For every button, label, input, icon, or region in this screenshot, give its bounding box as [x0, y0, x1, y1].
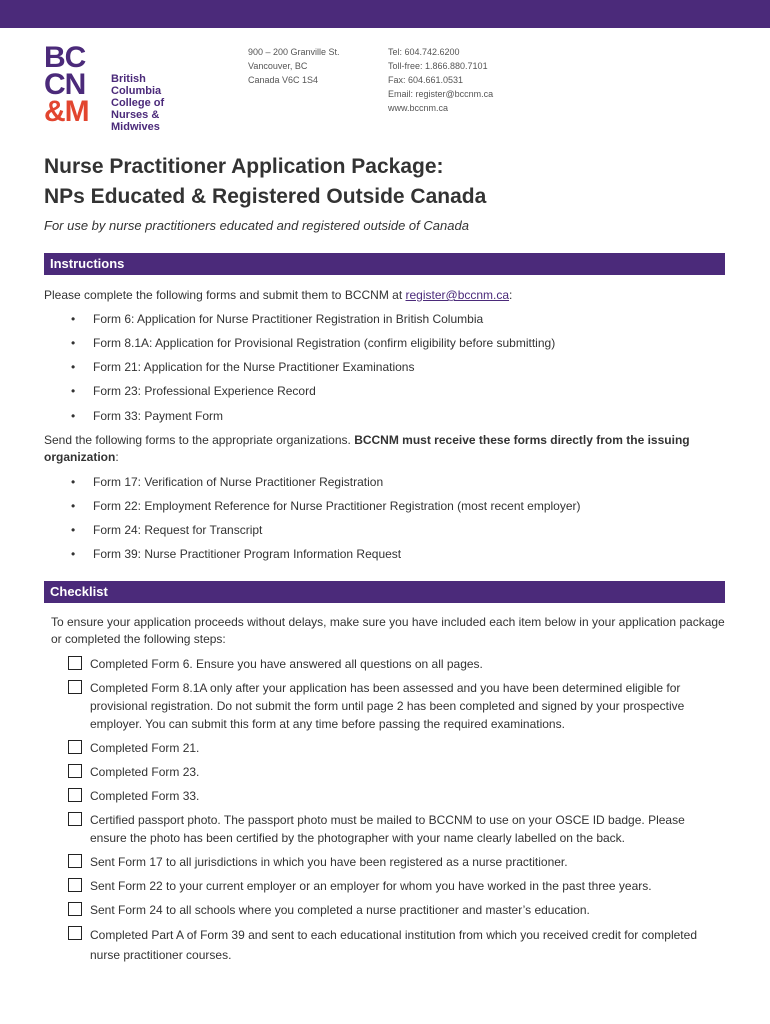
checklist-item: Completed Form 23.	[68, 763, 718, 781]
checkbox[interactable]	[68, 902, 82, 916]
website-link[interactable]: www.bccnm.ca	[388, 103, 449, 113]
contact-info: Tel: 604.742.6200 Toll-free: 1.866.880.7101 Fax: 604.661.0531 Email: register@bccnm.ca www.bccnm.ca	[388, 47, 494, 113]
checklist-item: Sent Form 22 to your current employer or an employer for whom you have worked in the past three years.	[68, 877, 718, 895]
logo-mark: BC CN &M	[44, 41, 89, 128]
list-item: • Form 21: Application for the Nurse Practitioner Examinations	[71, 360, 415, 374]
checklist-intro: To ensure your application proceeds without delays, make sure you have included each item below in your application package or completed the following steps:	[51, 615, 725, 646]
bccnm-logo	[44, 41, 174, 134]
register-email-link[interactable]: register@bccnm.ca	[405, 288, 510, 302]
checkbox[interactable]	[68, 812, 82, 826]
mailing-address: 900 – 200 Granville St. Vancouver, BC Canada V6C 1S4	[248, 47, 340, 85]
checkbox[interactable]	[68, 878, 82, 892]
list-item: • Form 33: Payment Form	[71, 409, 224, 423]
checkbox[interactable]	[68, 740, 82, 754]
list-item: • Form 8.1A: Application for Provisional Registration (confirm eligibility before submitting)	[71, 336, 556, 350]
email-link[interactable]: Email: register@bccnm.ca	[388, 89, 494, 99]
checklist-item: Completed Form 21.	[68, 739, 718, 757]
document-subtitle: For use by nurse practitioners educated and registered outside of Canada	[44, 218, 469, 233]
instructions-intro: Please complete the following forms and submit them to BCCNM at register@bccnm.ca:	[44, 288, 513, 302]
checklist-item: Completed Part A of Form 39 and sent to each educational institution from which you received credit for completed nurse practitioner courses.	[68, 925, 718, 965]
checklist-item: Certified passport photo. The passport photo must be mailed to BCCNM to use on your OSCE ID badge. Please ensure the photo has been certified by the photographer with your name clearly labelled on the back.	[68, 811, 718, 847]
checkbox[interactable]	[68, 788, 82, 802]
instructions-heading: Instructions	[44, 253, 725, 275]
logo-wordmark: British Columbia College of Nurses & Midwives	[111, 73, 165, 133]
checkbox[interactable]	[68, 764, 82, 778]
checkbox[interactable]	[68, 854, 82, 868]
checklist-item: Completed Form 33.	[68, 787, 718, 805]
checkbox[interactable]	[68, 926, 82, 940]
document-title: Nurse Practitioner Application Package: NPs Educated & Registered Outside Canada	[44, 155, 487, 208]
checklist-item: Sent Form 24 to all schools where you completed a nurse practitioner and master’s education.	[68, 901, 718, 919]
checklist-heading: Checklist	[44, 581, 725, 603]
list-item: • Form 17: Verification of Nurse Practitioner Registration	[71, 475, 384, 489]
list-item: • Form 39: Nurse Practitioner Program Information Request	[71, 547, 402, 561]
send-forms-intro: Send the following forms to the appropriate organizations. BCCNM must receive these forms directly from the issuing organization:	[44, 433, 690, 464]
list-item: • Form 6: Application for Nurse Practitioner Registration in British Columbia	[71, 312, 484, 326]
list-item: • Form 24: Request for Transcript	[71, 523, 263, 537]
list-item: • Form 23: Professional Experience Record	[71, 384, 316, 398]
list-item: • Form 22: Employment Reference for Nurse Practitioner Registration (most recent employer)	[71, 499, 581, 513]
top-banner	[0, 0, 770, 28]
checklist-item: Completed Form 8.1A only after your application has been assessed and you have been determined eligible for provisional registration. Do not submit the form until page 2 has been completed and signed by your prospective employer. You can submit this form at any time before passing the required examinations.	[68, 679, 718, 733]
checkbox[interactable]	[68, 656, 82, 670]
checklist-item: Sent Form 17 to all jurisdictions in which you have been registered as a nurse practitioner.	[68, 853, 718, 871]
checkbox[interactable]	[68, 680, 82, 694]
checklist-item: Completed Form 6. Ensure you have answered all questions on all pages.	[68, 655, 718, 673]
